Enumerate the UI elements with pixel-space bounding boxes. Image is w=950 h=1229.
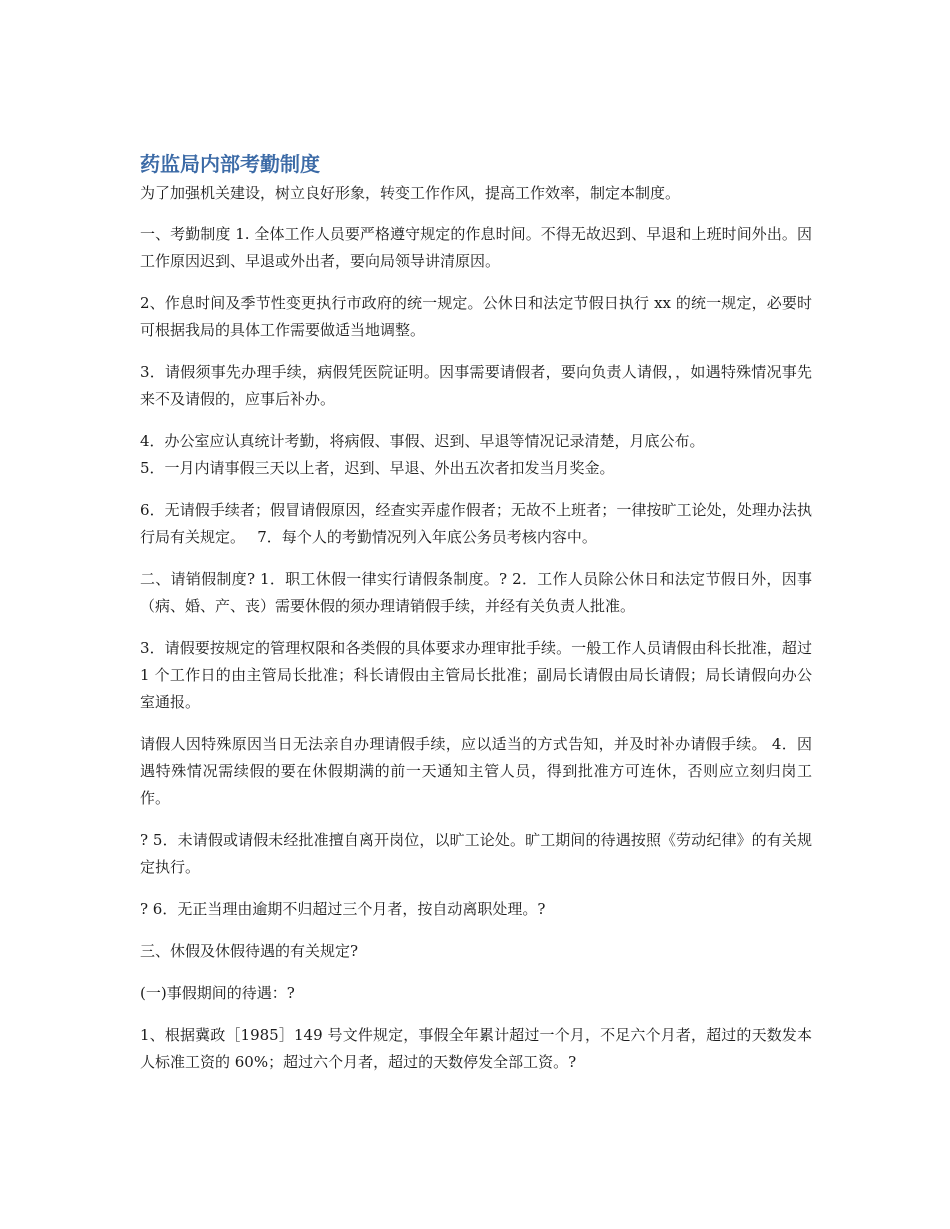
subsection-heading-personal-leave: (一)事假期间的待遇：? — [140, 984, 295, 1002]
paragraph-attendance-statistics: 4．办公室应认真统计考勤，将病假、事假、迟到、早退等情况记录清楚，月底公布。 — [140, 432, 705, 450]
paragraph-overdue-return: ? 6．无正当理由逾期不归超过三个月者，按自动离职处理。? — [140, 900, 546, 918]
paragraph-work-hours: 2、作息时间及季节性变更执行市政府的统一规定。公休日和法定节假日执行 xx 的统一规定，必要时可根据我局的具体工作需要做适当地调整。 — [140, 294, 812, 339]
paragraph-unauthorized-absence: ? 5．未请假或请假未经批准擅自离开岗位，以旷工论处。旷工期间的待遇按照《劳动纪律》的有关规定执行。 — [140, 831, 812, 876]
paragraph-approval-authority: 3．请假要按规定的管理权限和各类假的具体要求办理审批手续。一般工作人员请假由科长批准，超过 1 个工作日的由主管局长批准；科长请假由主管局长批准；副局长请假由局长请假；局长请假向办公室通报。 — [140, 639, 812, 711]
paragraph-bonus-deduction: 5．一月内请事假三天以上者，迟到、早退、外出五次者扣发当月奖金。 — [140, 459, 615, 477]
document-page — [140, 150, 812, 1091]
paragraph-personal-leave-pay: 1、根据冀政［1985］149 号文件规定，事假全年累计超过一个月，不足六个月者，超过的天数发本人标准工资的 60%；超过六个月者，超过的天数停发全部工资。? — [140, 1026, 812, 1071]
paragraph-attendance-rule-1: 一、考勤制度 1. 全体工作人员要严格遵守规定的作息时间。不得无故迟到、早退和上班时间外出。因工作原因迟到、早退或外出者，要向局领导讲清原因。 — [140, 225, 812, 270]
document-title: 药监局内部考勤制度 — [140, 152, 320, 176]
paragraph-intro: 为了加强机关建设，树立良好形象，转变工作作风，提高工作效率，制定本制度。 — [140, 184, 681, 202]
paragraph-leave-system: 二、请销假制度? 1．职工休假一律实行请假条制度。? 2．工作人员除公休日和法定节假日外，因事（病、婚、产、丧）需要休假的须办理请销假手续，并经有关负责人批准。 — [140, 570, 812, 615]
paragraph-absenteeism: 6．无请假手续者；假冒请假原因，经查实弄虚作假者；无故不上班者；一律按旷工论处，处理办法执行局有关规定。 7．每个人的考勤情况列入年底公务员考核内容中。 — [140, 501, 812, 546]
section-heading-leave-benefits: 三、休假及休假待遇的有关规定? — [140, 942, 359, 960]
paragraph-special-circumstances: 请假人因特殊原因当日无法亲自办理请假手续，应以适当的方式告知，并及时补办请假手续。 4．因遇特殊情况需续假的要在休假期满的前一天通知主管人员，得到批准方可连休，否则应立刻归岗工作。 — [140, 735, 812, 807]
paragraph-leave-procedure: 3．请假须事先办理手续，病假凭医院证明。因事需要请假者，要向负责人请假，，如遇特殊情况事先来不及请假的，应事后补办。 — [140, 363, 812, 408]
